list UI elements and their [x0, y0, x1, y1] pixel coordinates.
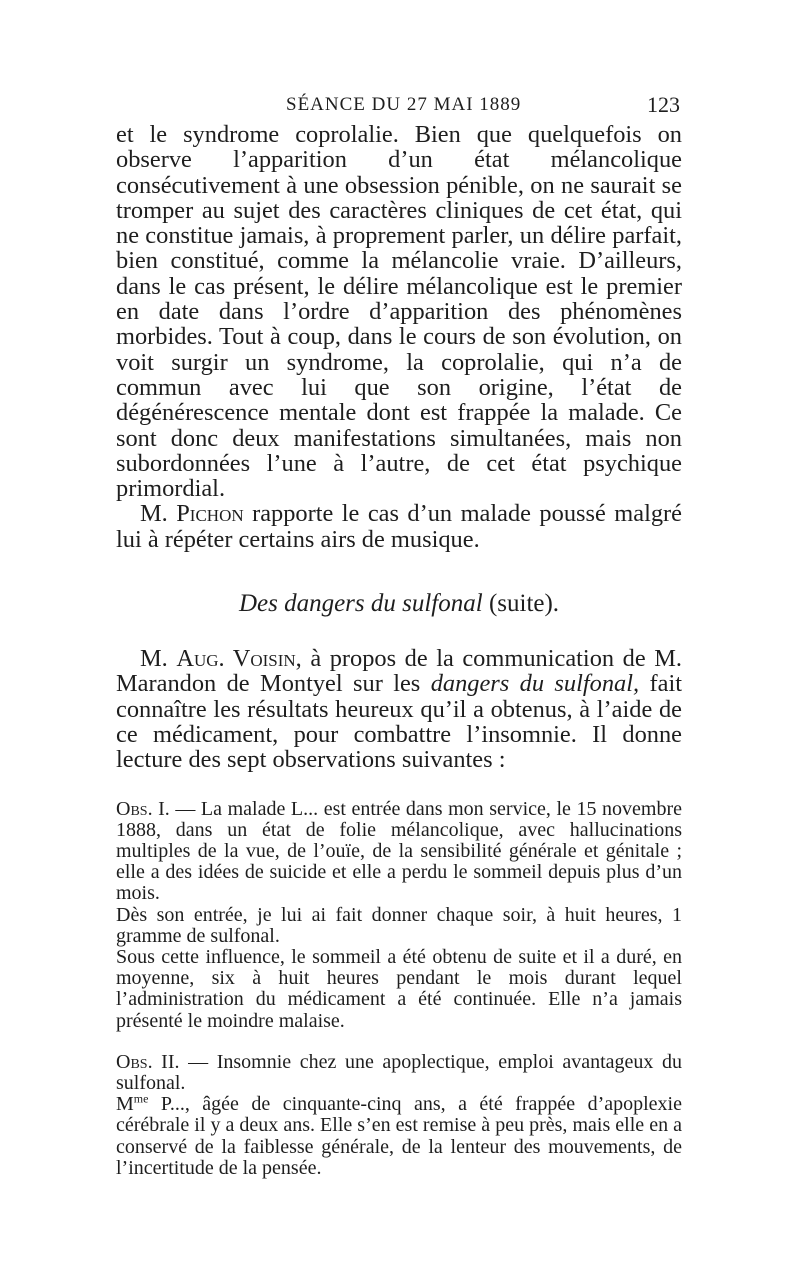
- document-page: [116, 86, 682, 1179]
- obs2-text-2: P..., âgée de cinquante-cinq ans, a été frappée d’apoplexie cérébrale il y a deux ans. Elle s’en est remise à peu près, mais elle en a conservé de la faiblesse générale, de la lenteur des mouvements, de l’incertitude de la pensée.: [116, 1093, 682, 1179]
- voisin-text-after: fait connaître les résultats heureux qu’il a obtenus, à l’aide de ce médicament, pour combattre l’insomnie. Il donne lecture des sept observations suivantes :: [116, 670, 682, 774]
- voisin-paragraph: [116, 646, 682, 772]
- obs1-paragraph-1: [116, 799, 682, 905]
- obs1-paragraph-3: Sous cette influence, le sommeil a été obtenu de suite et il a duré, en moyenne, six à huit heures pendant le mois durant lequel l’administration du médicament a été continuée. Elle n’a jamais présenté le moindre malaise.: [116, 945, 682, 1032]
- obs1-label: Obs. I.: [116, 797, 170, 820]
- pichon-text: rapporte le cas d’un malade poussé malgré lui à répéter certains airs de musique.: [116, 500, 682, 553]
- intro-paragraph: et le syndrome coprolalie. Bien que quelquefois on observe l’apparition d’un état mélancolique consécutivement à une obsession pénible, on ne saurait se tromper au sujet des caractères cliniques de cet état, qui ne constitue jamais, à proprement parler, un délire parfait, bien constitué, comme la mélancolie vraie. D’ailleurs, dans le cas présent, le délire mélancolique est le premier en date dans l’ordre d’apparition des phénomènes morbides. Tout à coup, dans le cours de son évolution, on voit surgir un syndrome, la coprolalie, qui n’a de commun avec lui que son origine, l’état de dégénérescence mentale dont est frappée la malade. Ce sont donc deux manifestations simultanées, mais non subordonnées l’une à l’autre, de cet état psychique primordial.: [116, 121, 682, 503]
- obs1-text-1: — La malade L... est entrée dans mon service, le 15 novembre 1888, dans un état de folie mélancolique, avec hallucinations multiples de la vue, de l’ouïe, de la sensibilité générale et génitale ; elle a des idées de suicide et elle a perdu le sommeil depuis plus d’un mois.: [116, 797, 682, 905]
- section-title-suffix: (suite).: [482, 590, 560, 618]
- voisin-italic: dangers du sulfonal,: [430, 670, 640, 698]
- voisin-name: Aug. Voisin: [176, 645, 296, 673]
- obs2-text-1: — Insomnie chez une apoplectique, emploi avantageux du sulfonal.: [116, 1050, 683, 1094]
- pichon-name: Pichon: [176, 500, 244, 528]
- obs2-superscript: me: [133, 1091, 149, 1106]
- obs2-prefix: M: [116, 1093, 134, 1116]
- page-number: 123: [647, 92, 680, 117]
- voisin-text-before: , à propos de la communication de M. Marandon de Montyel sur les: [116, 645, 682, 698]
- pichon-prefix: M.: [140, 500, 177, 528]
- observation-1: [116, 799, 682, 1032]
- pichon-paragraph: [116, 501, 682, 552]
- obs2-label: Obs. II.: [116, 1050, 180, 1073]
- obs2-paragraph-1: [116, 1052, 682, 1094]
- section-heading: [116, 590, 682, 618]
- section-title-italic: Des dangers du sulfonal: [238, 590, 483, 618]
- voisin-prefix: M.: [140, 645, 177, 673]
- obs1-paragraph-2: Dès son entrée, je lui ai fait donner chaque soir, à huit heures, 1 gramme de sulfonal.: [116, 903, 682, 947]
- observation-2: [116, 1052, 682, 1179]
- header-title: SÉANCE DU 27 MAI 1889: [286, 94, 522, 115]
- obs2-paragraph-2: [116, 1091, 682, 1179]
- running-header: [116, 86, 682, 122]
